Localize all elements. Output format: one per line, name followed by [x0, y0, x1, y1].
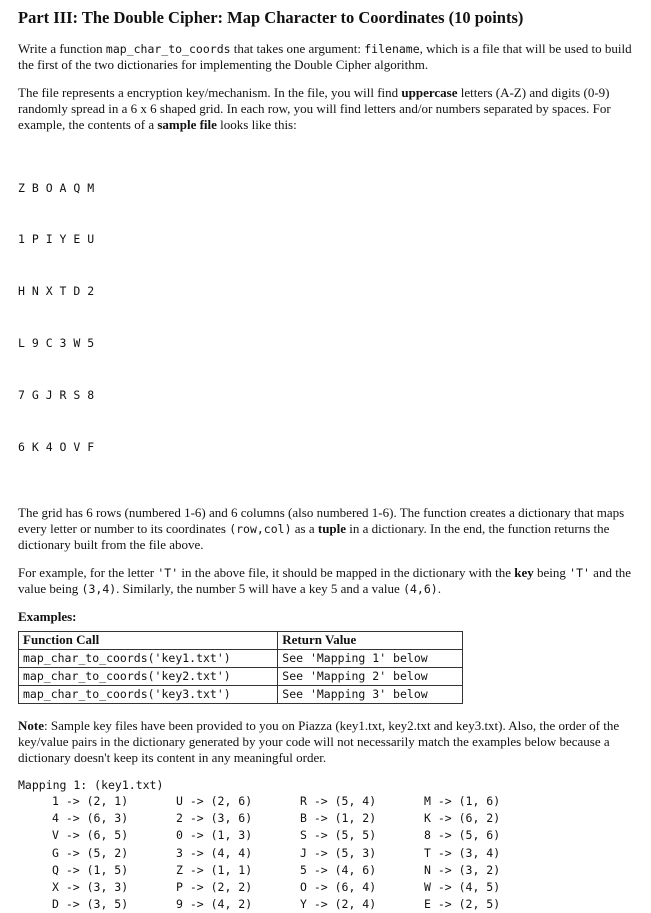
inline-code: 'T'	[157, 565, 179, 580]
bold-text: tuple	[317, 520, 347, 536]
mapping-entry: D -> (3, 5)	[52, 897, 129, 912]
text-span: being	[533, 564, 570, 580]
column-header: Return Value	[278, 631, 463, 649]
text-span: and the value being	[18, 564, 632, 596]
mapping-entry: Z -> (1, 1)	[176, 862, 253, 877]
table-header-row	[19, 631, 463, 649]
example-paragraph	[18, 565, 643, 597]
mapping-entry: 4 -> (6, 3)	[52, 811, 129, 826]
mapping-entry: 1 -> (2, 1)	[52, 793, 129, 808]
mapping-entry: X -> (3, 3)	[52, 879, 129, 894]
note-paragraph	[18, 718, 643, 766]
mapping-entry: 5 -> (4, 6)	[300, 862, 377, 877]
mapping-entry: U -> (2, 6)	[176, 793, 253, 808]
mapping-entry: T -> (3, 4)	[424, 845, 501, 860]
mapping-entry: N -> (3, 2)	[424, 862, 501, 877]
mapping-column	[300, 793, 424, 913]
grid-explanation-paragraph	[18, 505, 643, 553]
table-row	[19, 667, 463, 685]
mapping-entry: R -> (5, 4)	[300, 793, 377, 808]
table-cell: See 'Mapping 1' below	[278, 649, 463, 667]
text-span: : Sample key files have been provided to you on Piazza (key1.txt, key2.txt and key3.txt). Also, the order of the key/value pairs in the dictionary generated by your code will not necessarily match the examples below because a dictionary doesn't keep its content in any meaningful order.	[18, 717, 620, 765]
mapping-entry: M -> (1, 6)	[424, 793, 501, 808]
text-span: looks like this:	[216, 117, 297, 132]
document-page	[18, 8, 643, 913]
mapping-1	[18, 778, 643, 913]
table-row	[19, 685, 463, 703]
mapping-entry: J -> (5, 3)	[300, 845, 377, 860]
intro-paragraph	[18, 41, 643, 73]
table-cell: map_char_to_coords('key1.txt')	[19, 649, 278, 667]
mapping-grid	[52, 793, 643, 913]
text-span: For example, for the letter	[18, 564, 158, 580]
mapping-entry: K -> (6, 2)	[424, 811, 501, 826]
text-span: that takes one argument:	[230, 41, 365, 56]
grid-row: 7 G J R S 8	[18, 388, 95, 403]
function-name: map_char_to_coords	[105, 42, 231, 56]
text-span: as a	[291, 520, 318, 536]
section-title: Part III: The Double Cipher: Map Character to Coordinates (10 points)	[18, 8, 524, 27]
mapping-entry: Q -> (1, 5)	[52, 862, 129, 877]
grid-row: 6 K 4 O V F	[18, 440, 95, 455]
grid-row: 1 P I Y E U	[18, 232, 95, 247]
bold-text: Note	[18, 717, 44, 733]
inline-code: (4,6)	[403, 581, 438, 596]
table-cell: See 'Mapping 2' below	[278, 667, 463, 685]
bold-text: key	[514, 564, 534, 580]
text-span: Write a function	[18, 41, 106, 56]
text-span: . Similarly, the number 5 will have a key 5 and a value	[116, 580, 404, 596]
mapping-entry: 3 -> (4, 4)	[176, 845, 253, 860]
grid-row: Z B O A Q M	[18, 180, 95, 195]
mapping-entry: 8 -> (5, 6)	[424, 828, 501, 843]
grid-row: H N X T D 2	[18, 284, 95, 299]
mapping-entry: Y -> (2, 4)	[300, 897, 377, 912]
mapping-column	[52, 793, 176, 913]
column-header: Function Call	[19, 631, 278, 649]
table-cell: map_char_to_coords('key3.txt')	[19, 685, 278, 703]
inline-code: (3,4)	[81, 581, 117, 596]
mapping-entry: G -> (5, 2)	[52, 845, 129, 860]
text-span: letters (A-Z) and digits (0-9) randomly spread in a 6 x 6 shaped grid. In each row, you will find letters and/or numbers separated by spaces. For example, the contents of a	[18, 85, 611, 132]
mapping-entry: W -> (4, 5)	[424, 879, 501, 894]
mapping-title: Mapping 1: (key1.txt)	[18, 777, 164, 792]
mapping-entry: 2 -> (3, 6)	[176, 811, 253, 826]
mapping-column	[176, 793, 300, 913]
mapping-entry: V -> (6, 5)	[52, 828, 129, 843]
text-span: , which is a file that will be used to build the first of the two dictionaries for implementing the Double Cipher algorithm.	[18, 41, 632, 72]
mapping-entry: 0 -> (1, 3)	[176, 828, 253, 843]
examples-table	[18, 631, 463, 704]
grid-row: L 9 C 3 W 5	[18, 336, 95, 351]
bold-text: uppercase	[401, 85, 458, 100]
mapping-column	[424, 793, 548, 913]
mapping-entry: S -> (5, 5)	[300, 828, 377, 843]
inline-code: (row,col)	[229, 521, 292, 536]
text-span: in the above file, it should be mapped in the dictionary with the	[178, 564, 515, 580]
text-span: The file represents a encryption key/mechanism. In the file, you will find	[18, 85, 402, 100]
file-description-paragraph	[18, 85, 643, 133]
text-span: The grid has 6 rows (numbered 1-6) and 6 columns (also numbered 1-6). The function creates a dictionary that maps every letter or number to its coordinates	[18, 504, 625, 536]
argument-name: filename	[364, 42, 420, 56]
table-row	[19, 649, 463, 667]
bold-text: sample file	[157, 117, 217, 132]
mapping-entry: B -> (1, 2)	[300, 811, 377, 826]
table-cell: map_char_to_coords('key2.txt')	[19, 667, 278, 685]
table-cell: See 'Mapping 3' below	[278, 685, 463, 703]
inline-code: 'T'	[569, 565, 590, 580]
mapping-entry: O -> (6, 4)	[300, 879, 377, 894]
mapping-entry: P -> (2, 2)	[176, 879, 253, 894]
text-span: in a dictionary. In the end, the function returns the dictionary built from the file above.	[18, 520, 610, 552]
mapping-entry: 9 -> (4, 2)	[176, 897, 253, 912]
text-span: .	[437, 580, 441, 596]
sample-grid	[18, 145, 643, 491]
mapping-entry: E -> (2, 5)	[424, 897, 501, 912]
examples-heading: Examples:	[18, 608, 77, 624]
